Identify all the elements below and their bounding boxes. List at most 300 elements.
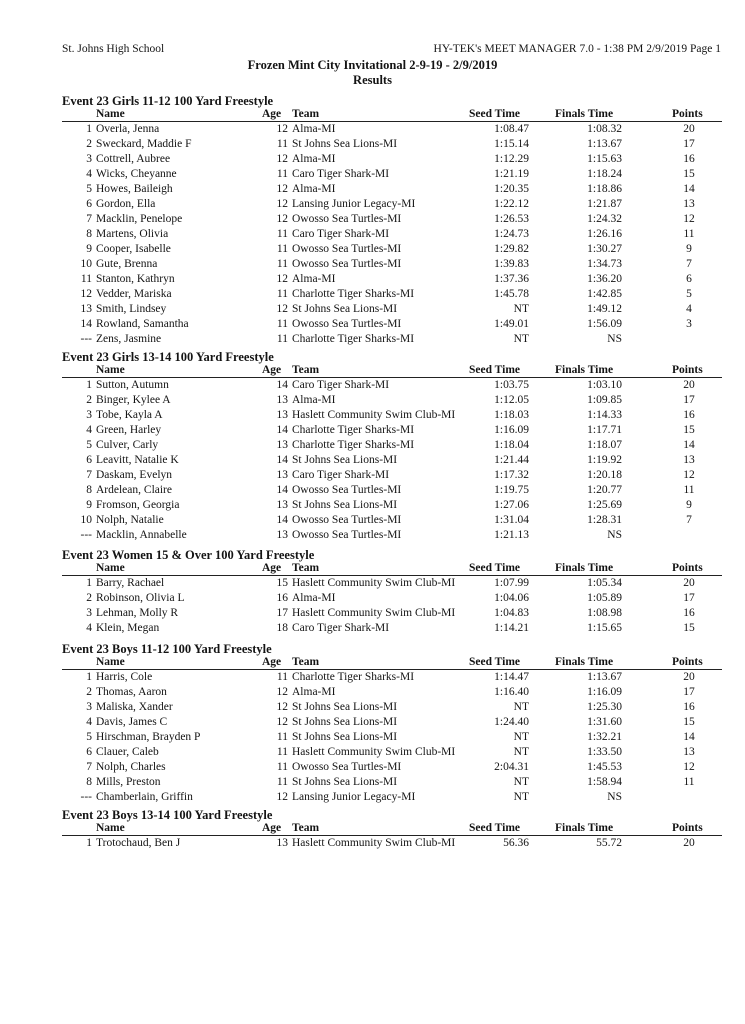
seed-cell: 1:18.03	[494, 409, 529, 421]
age-cell: 11	[276, 333, 288, 345]
seed-cell: 1:14.21	[494, 622, 529, 634]
name-cell: Trotochaud, Ben J	[96, 837, 181, 849]
age-cell: 11	[276, 138, 288, 150]
name-cell: Cottrell, Aubree	[96, 153, 171, 165]
name-cell: Overla, Jenna	[96, 123, 160, 135]
points-cell: 11	[683, 776, 695, 788]
seed-cell: 1:19.75	[494, 484, 529, 496]
points-cell: 20	[683, 671, 695, 683]
points-cell: 13	[683, 454, 695, 466]
finals-cell: 1:05.89	[587, 592, 622, 604]
finals-cell: 1:49.12	[587, 303, 622, 315]
team-cell: Haslett Community Swim Club-MI	[292, 577, 456, 589]
name-cell: Mills, Preston	[96, 776, 161, 788]
name-cell: Nolph, Charles	[96, 761, 166, 773]
place-cell: 1	[86, 123, 92, 135]
column-header-name: Name	[96, 656, 125, 668]
points-cell: 12	[683, 469, 695, 481]
place-cell: 2	[86, 686, 92, 698]
place-cell: ---	[80, 791, 92, 803]
seed-cell: 1:24.73	[494, 228, 529, 240]
finals-cell: 1:08.32	[587, 123, 622, 135]
event-section	[62, 548, 722, 636]
table-row	[62, 287, 722, 302]
age-cell: 12	[276, 701, 288, 713]
name-cell: Martens, Olivia	[96, 228, 169, 240]
age-cell: 12	[276, 123, 288, 135]
finals-cell: 1:13.67	[587, 671, 622, 683]
school-name: St. Johns High School	[62, 43, 165, 55]
name-cell: Nolph, Natalie	[96, 514, 164, 526]
finals-cell: 1:45.53	[587, 761, 622, 773]
points-cell: 14	[683, 439, 695, 451]
points-cell: 20	[683, 123, 695, 135]
column-header-row	[62, 108, 722, 122]
points-cell: 17	[683, 686, 695, 698]
table-row	[62, 167, 722, 182]
results-subtitle: Results	[353, 73, 392, 87]
name-cell: Lehman, Molly R	[96, 607, 179, 619]
table-row	[62, 591, 722, 606]
finals-cell: 1:33.50	[587, 746, 622, 758]
age-cell: 12	[276, 686, 288, 698]
column-header-team: Team	[292, 822, 320, 834]
points-cell: 17	[683, 394, 695, 406]
age-cell: 13	[276, 439, 288, 451]
points-cell: 16	[683, 153, 695, 165]
team-cell: Haslett Community Swim Club-MI	[292, 746, 456, 758]
team-cell: Charlotte Tiger Sharks-MI	[292, 288, 415, 300]
finals-cell: 1:18.86	[587, 183, 622, 195]
seed-cell: 1:16.40	[494, 686, 529, 698]
seed-cell: NT	[513, 776, 529, 788]
column-header-finals: Finals Time	[555, 562, 614, 574]
finals-cell: 1:15.63	[587, 153, 622, 165]
finals-cell: 1:25.69	[587, 499, 622, 511]
column-header-points: Points	[672, 562, 703, 574]
place-cell: 2	[86, 138, 92, 150]
age-cell: 12	[276, 198, 288, 210]
points-cell: 15	[683, 424, 695, 436]
column-header-team: Team	[292, 108, 320, 120]
finals-cell: 1:42.85	[587, 288, 622, 300]
place-cell: 12	[80, 288, 92, 300]
column-header-row	[62, 562, 722, 576]
table-row	[62, 152, 722, 167]
seed-cell: 1:45.78	[494, 288, 529, 300]
seed-cell: 1:17.32	[494, 469, 529, 481]
seed-cell: 1:04.83	[494, 607, 529, 619]
finals-cell: 1:13.67	[587, 138, 622, 150]
place-cell: 13	[80, 303, 92, 315]
name-cell: Maliska, Xander	[96, 701, 173, 713]
team-cell: Alma-MI	[292, 273, 336, 285]
age-cell: 16	[276, 592, 288, 604]
age-cell: 13	[276, 469, 288, 481]
age-cell: 11	[276, 671, 288, 683]
table-row	[62, 257, 722, 272]
table-row	[62, 836, 722, 851]
place-cell: 11	[80, 273, 92, 285]
team-cell: Owosso Sea Turtles-MI	[292, 514, 402, 526]
column-header-team: Team	[292, 562, 320, 574]
table-row	[62, 670, 722, 685]
team-cell: Haslett Community Swim Club-MI	[292, 837, 456, 849]
team-cell: Owosso Sea Turtles-MI	[292, 258, 402, 270]
points-cell: 11	[683, 484, 695, 496]
points-cell: 20	[683, 837, 695, 849]
place-cell: 10	[80, 258, 92, 270]
name-cell: Macklin, Annabelle	[96, 529, 187, 541]
column-header-row	[62, 364, 722, 378]
meet-title: Frozen Mint City Invitational 2-9-19 - 2/9/2019	[247, 58, 498, 72]
place-cell: 1	[86, 379, 92, 391]
table-row	[62, 212, 722, 227]
age-cell: 13	[276, 394, 288, 406]
table-row	[62, 528, 722, 543]
team-cell: Alma-MI	[292, 123, 336, 135]
seed-cell: 1:27.06	[494, 499, 529, 511]
finals-cell: 1:14.33	[587, 409, 622, 421]
age-cell: 11	[276, 731, 288, 743]
table-row	[62, 745, 722, 760]
age-cell: 12	[276, 213, 288, 225]
place-cell: ---	[80, 529, 92, 541]
finals-cell: 1:36.20	[587, 273, 622, 285]
column-header-age: Age	[262, 364, 282, 376]
table-row	[62, 197, 722, 212]
place-cell: 3	[86, 607, 92, 619]
team-cell: Alma-MI	[292, 394, 336, 406]
points-cell: 7	[686, 514, 692, 526]
points-cell: 6	[686, 273, 692, 285]
team-cell: Owosso Sea Turtles-MI	[292, 529, 402, 541]
finals-cell: 1:58.94	[587, 776, 622, 788]
place-cell: 9	[86, 243, 92, 255]
table-row	[62, 438, 722, 453]
age-cell: 14	[276, 484, 288, 496]
seed-cell: NT	[513, 333, 529, 345]
name-cell: Davis, James C	[96, 716, 168, 728]
table-row	[62, 790, 722, 805]
table-row	[62, 606, 722, 621]
place-cell: 2	[86, 394, 92, 406]
seed-cell: 1:20.35	[494, 183, 529, 195]
table-row	[62, 730, 722, 745]
team-cell: Charlotte Tiger Sharks-MI	[292, 671, 415, 683]
table-row	[62, 700, 722, 715]
name-cell: Barry, Rachael	[96, 577, 165, 589]
name-cell: Vedder, Mariska	[96, 288, 172, 300]
age-cell: 14	[276, 514, 288, 526]
seed-cell: 1:24.40	[494, 716, 529, 728]
name-cell: Howes, Baileigh	[96, 183, 173, 195]
age-cell: 13	[276, 409, 288, 421]
team-cell: Lansing Junior Legacy-MI	[292, 198, 416, 210]
finals-cell: 1:15.65	[587, 622, 622, 634]
table-row	[62, 302, 722, 317]
team-cell: Charlotte Tiger Sharks-MI	[292, 333, 415, 345]
table-row	[62, 483, 722, 498]
team-cell: Caro Tiger Shark-MI	[292, 168, 390, 180]
team-cell: St Johns Sea Lions-MI	[292, 701, 398, 713]
column-header-finals: Finals Time	[555, 656, 614, 668]
finals-cell: 1:26.16	[587, 228, 622, 240]
column-header-age: Age	[262, 822, 282, 834]
age-cell: 12	[276, 183, 288, 195]
column-header-seed: Seed Time	[469, 364, 521, 376]
seed-cell: 1:12.05	[494, 394, 529, 406]
event-title: Event 23 Girls 13-14 100 Yard Freestyle	[62, 350, 274, 364]
points-cell: 3	[686, 318, 692, 330]
team-cell: St Johns Sea Lions-MI	[292, 454, 398, 466]
name-cell: Gordon, Ella	[96, 198, 156, 210]
finals-cell: 1:05.34	[587, 577, 622, 589]
seed-cell: 1:21.13	[494, 529, 529, 541]
column-header-seed: Seed Time	[469, 656, 521, 668]
table-row	[62, 715, 722, 730]
seed-cell: 1:15.14	[494, 138, 529, 150]
table-row	[62, 468, 722, 483]
seed-cell: 1:49.01	[494, 318, 529, 330]
finals-cell: NS	[607, 529, 622, 541]
age-cell: 14	[276, 379, 288, 391]
points-cell: 17	[683, 138, 695, 150]
name-cell: Stanton, Kathryn	[96, 273, 175, 285]
points-cell: 13	[683, 746, 695, 758]
seed-cell: 1:37.36	[494, 273, 529, 285]
column-header-name: Name	[96, 822, 125, 834]
seed-cell: 1:14.47	[494, 671, 529, 683]
team-cell: Caro Tiger Shark-MI	[292, 228, 390, 240]
team-cell: St Johns Sea Lions-MI	[292, 499, 398, 511]
age-cell: 14	[276, 454, 288, 466]
place-cell: 4	[86, 424, 92, 436]
place-cell: 4	[86, 716, 92, 728]
team-cell: Owosso Sea Turtles-MI	[292, 761, 402, 773]
seed-cell: 2:04.31	[494, 761, 529, 773]
name-cell: Binger, Kylee A	[96, 394, 171, 406]
event-title: Event 23 Women 15 & Over 100 Yard Freestyle	[62, 548, 315, 562]
finals-cell: 1:24.32	[587, 213, 622, 225]
finals-cell: 1:21.87	[587, 198, 622, 210]
seed-cell: NT	[513, 746, 529, 758]
points-cell: 15	[683, 168, 695, 180]
column-header-finals: Finals Time	[555, 108, 614, 120]
points-cell: 15	[683, 622, 695, 634]
name-cell: Harris, Cole	[96, 671, 153, 683]
place-cell: 3	[86, 409, 92, 421]
finals-cell: 1:08.98	[587, 607, 622, 619]
column-header-name: Name	[96, 108, 125, 120]
column-header-team: Team	[292, 364, 320, 376]
points-cell: 13	[683, 198, 695, 210]
seed-cell: 1:21.19	[494, 168, 529, 180]
table-row	[62, 423, 722, 438]
finals-cell: 1:09.85	[587, 394, 622, 406]
column-header-points: Points	[672, 822, 703, 834]
place-cell: 7	[86, 469, 92, 481]
column-header-name: Name	[96, 562, 125, 574]
place-cell: 4	[86, 168, 92, 180]
table-row	[62, 227, 722, 242]
place-cell: 8	[86, 484, 92, 496]
age-cell: 11	[276, 761, 288, 773]
points-cell: 9	[686, 243, 692, 255]
age-cell: 11	[276, 258, 288, 270]
finals-cell: 1:03.10	[587, 379, 622, 391]
table-row	[62, 242, 722, 257]
event-title: Event 23 Boys 11-12 100 Yard Freestyle	[62, 642, 272, 656]
points-cell: 16	[683, 701, 695, 713]
column-header-points: Points	[672, 108, 703, 120]
points-cell: 15	[683, 716, 695, 728]
age-cell: 15	[276, 577, 288, 589]
finals-cell: 1:34.73	[587, 258, 622, 270]
points-cell: 16	[683, 607, 695, 619]
table-row	[62, 272, 722, 287]
team-cell: Caro Tiger Shark-MI	[292, 379, 390, 391]
points-cell: 12	[683, 213, 695, 225]
name-cell: Gute, Brenna	[96, 258, 158, 270]
name-cell: Cooper, Isabelle	[96, 243, 171, 255]
table-row	[62, 685, 722, 700]
column-header-finals: Finals Time	[555, 364, 614, 376]
age-cell: 13	[276, 837, 288, 849]
team-cell: Alma-MI	[292, 686, 336, 698]
team-cell: Haslett Community Swim Club-MI	[292, 607, 456, 619]
team-cell: Haslett Community Swim Club-MI	[292, 409, 456, 421]
seed-cell: 1:08.47	[494, 123, 529, 135]
seed-cell: 1:16.09	[494, 424, 529, 436]
table-row	[62, 137, 722, 152]
age-cell: 18	[276, 622, 288, 634]
name-cell: Hirschman, Brayden P	[96, 731, 201, 743]
name-cell: Culver, Carly	[96, 439, 159, 451]
seed-cell: 1:07.99	[494, 577, 529, 589]
age-cell: 17	[276, 607, 288, 619]
seed-cell: NT	[513, 731, 529, 743]
team-cell: Alma-MI	[292, 153, 336, 165]
finals-cell: 1:17.71	[587, 424, 622, 436]
points-cell: 14	[683, 731, 695, 743]
name-cell: Macklin, Penelope	[96, 213, 183, 225]
finals-cell: NS	[607, 333, 622, 345]
place-cell: 7	[86, 213, 92, 225]
place-cell: 6	[86, 746, 92, 758]
team-cell: Caro Tiger Shark-MI	[292, 622, 390, 634]
seed-cell: 1:03.75	[494, 379, 529, 391]
finals-cell: 1:20.18	[587, 469, 622, 481]
name-cell: Leavitt, Natalie K	[96, 454, 179, 466]
name-cell: Tobe, Kayla A	[96, 409, 163, 421]
column-header-seed: Seed Time	[469, 562, 521, 574]
age-cell: 11	[276, 228, 288, 240]
name-cell: Zens, Jasmine	[96, 333, 162, 345]
points-cell: 5	[686, 288, 692, 300]
name-cell: Klein, Megan	[96, 622, 160, 634]
finals-cell: 1:25.30	[587, 701, 622, 713]
event-section	[62, 642, 722, 805]
place-cell: 9	[86, 499, 92, 511]
name-cell: Chamberlain, Griffin	[96, 791, 193, 803]
table-row	[62, 760, 722, 775]
table-row	[62, 122, 722, 137]
column-header-row	[62, 822, 722, 836]
age-cell: 12	[276, 791, 288, 803]
table-row	[62, 453, 722, 468]
name-cell: Clauer, Caleb	[96, 746, 159, 758]
points-cell: 9	[686, 499, 692, 511]
place-cell: 3	[86, 701, 92, 713]
table-row	[62, 317, 722, 332]
finals-cell: 1:32.21	[587, 731, 622, 743]
seed-cell: NT	[513, 701, 529, 713]
seed-cell: 1:31.04	[494, 514, 529, 526]
age-cell: 11	[276, 243, 288, 255]
points-cell: 12	[683, 761, 695, 773]
points-cell: 20	[683, 577, 695, 589]
place-cell: 6	[86, 198, 92, 210]
age-cell: 11	[276, 318, 288, 330]
place-cell: 3	[86, 153, 92, 165]
event-section	[62, 94, 722, 347]
table-row	[62, 775, 722, 790]
table-row	[62, 576, 722, 591]
place-cell: 5	[86, 439, 92, 451]
place-cell: 1	[86, 671, 92, 683]
place-cell: 14	[80, 318, 92, 330]
name-cell: Ardelean, Claire	[96, 484, 172, 496]
column-header-age: Age	[262, 656, 282, 668]
table-row	[62, 513, 722, 528]
team-cell: Owosso Sea Turtles-MI	[292, 243, 402, 255]
age-cell: 12	[276, 303, 288, 315]
column-header-points: Points	[672, 364, 703, 376]
finals-cell: 1:28.31	[587, 514, 622, 526]
name-cell: Thomas, Aaron	[96, 686, 167, 698]
finals-cell: 55.72	[596, 837, 622, 849]
name-cell: Rowland, Samantha	[96, 318, 189, 330]
finals-cell: 1:19.92	[587, 454, 622, 466]
event-section	[62, 350, 722, 543]
age-cell: 13	[276, 499, 288, 511]
place-cell: 6	[86, 454, 92, 466]
seed-cell: 1:12.29	[494, 153, 529, 165]
place-cell: 5	[86, 731, 92, 743]
finals-cell: 1:30.27	[587, 243, 622, 255]
place-cell: 1	[86, 837, 92, 849]
finals-cell: 1:56.09	[587, 318, 622, 330]
age-cell: 11	[276, 168, 288, 180]
place-cell: 7	[86, 761, 92, 773]
team-cell: Caro Tiger Shark-MI	[292, 469, 390, 481]
name-cell: Green, Harley	[96, 424, 162, 436]
points-cell: 20	[683, 379, 695, 391]
name-cell: Fromson, Georgia	[96, 499, 180, 511]
team-cell: Lansing Junior Legacy-MI	[292, 791, 416, 803]
age-cell: 12	[276, 153, 288, 165]
team-cell: St Johns Sea Lions-MI	[292, 138, 398, 150]
finals-cell: 1:16.09	[587, 686, 622, 698]
column-header-row	[62, 656, 722, 670]
column-header-seed: Seed Time	[469, 108, 521, 120]
place-cell: 8	[86, 776, 92, 788]
age-cell: 14	[276, 424, 288, 436]
name-cell: Sutton, Autumn	[96, 379, 169, 391]
event-title: Event 23 Boys 13-14 100 Yard Freestyle	[62, 808, 273, 822]
table-row	[62, 621, 722, 636]
